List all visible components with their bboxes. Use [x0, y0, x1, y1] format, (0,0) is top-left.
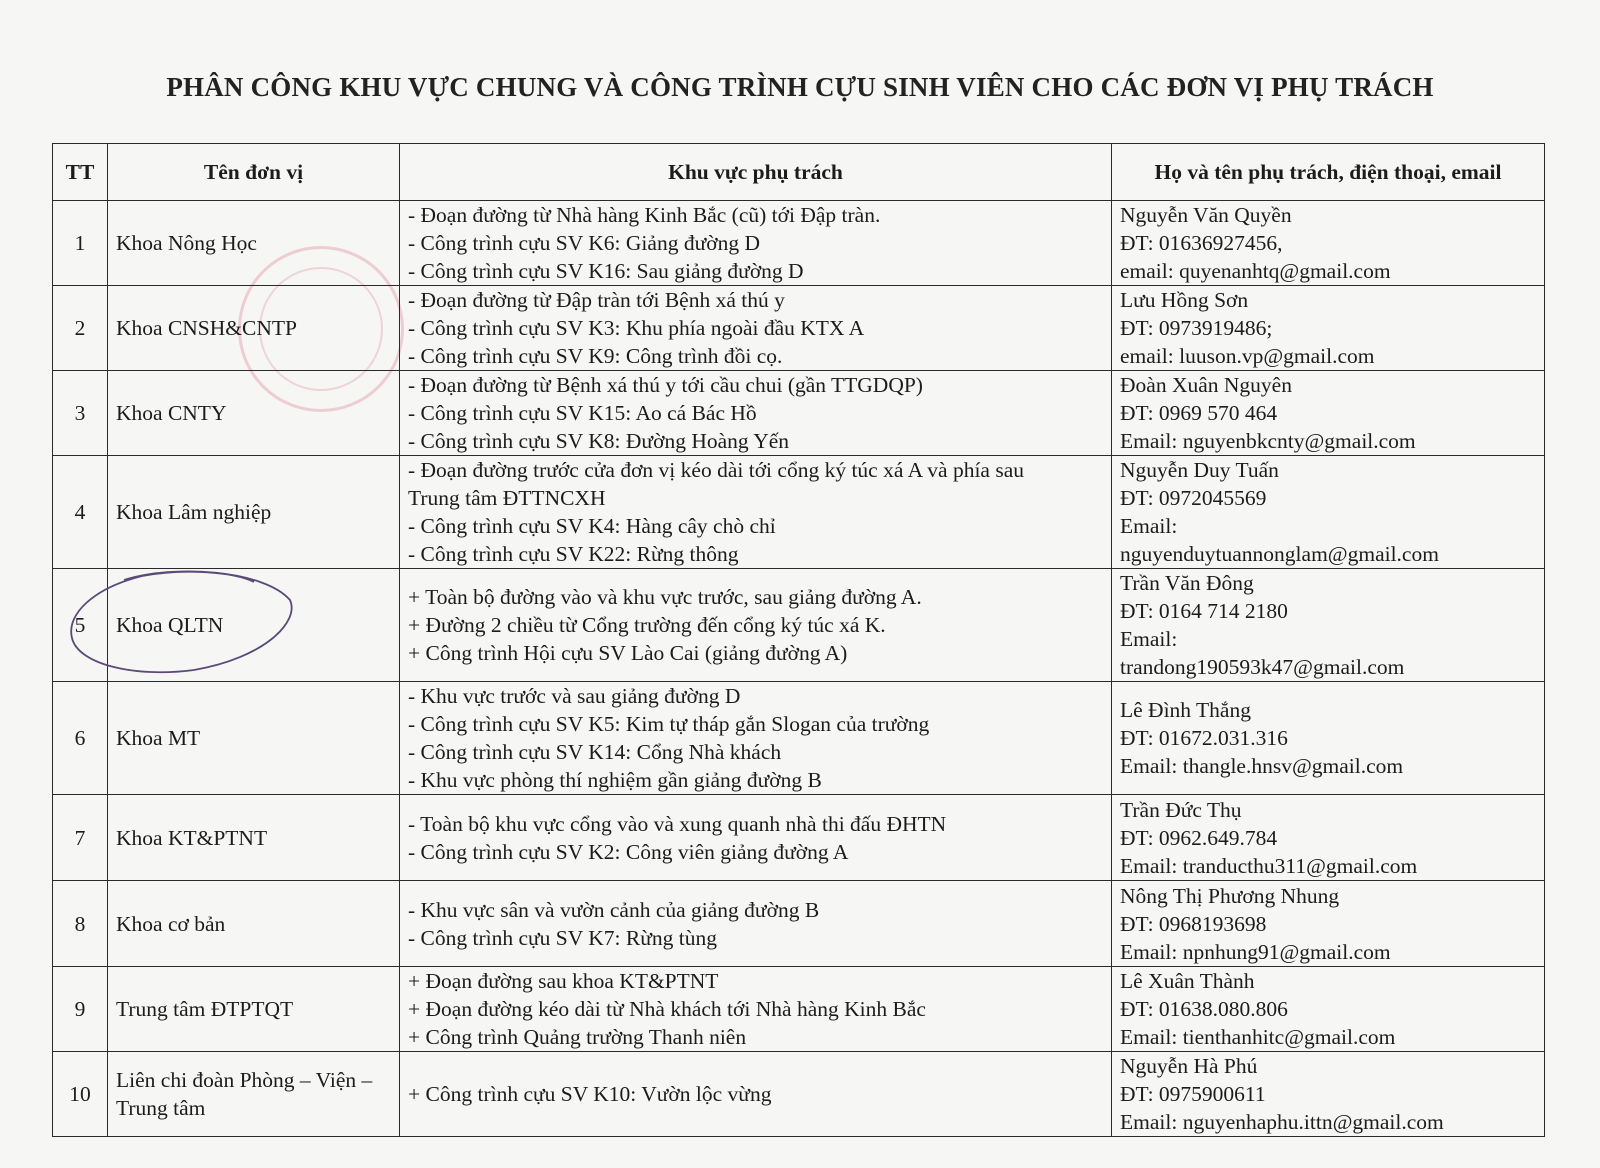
area-line: - Công trình cựu SV K22: Rừng thông: [408, 542, 739, 566]
contact-line: Email: nguyenhaphu.ittn@gmail.com: [1120, 1110, 1444, 1134]
area-cell: [400, 456, 1112, 569]
area-line: - Công trình cựu SV K16: Sau giảng đường D: [408, 259, 804, 283]
row-number: 10: [53, 1052, 108, 1137]
table-row: [53, 967, 1545, 1052]
area-line: + Toàn bộ đường vào và khu vực trước, sau giảng đường A.: [408, 585, 922, 609]
unit-name: Khoa cơ bản: [108, 881, 400, 967]
contact-cell: [1112, 286, 1545, 371]
row-number: 6: [53, 682, 108, 795]
area-cell: [400, 201, 1112, 286]
area-cell: [400, 1052, 1112, 1137]
unit-name: Khoa Lâm nghiệp: [108, 456, 400, 569]
area-cell: [400, 569, 1112, 682]
area-cell: [400, 286, 1112, 371]
contact-name: Lê Đình Thắng: [1120, 698, 1251, 722]
unit-name: Liên chi đoàn Phòng – Viện – Trung tâm: [108, 1052, 400, 1137]
unit-name: Khoa QLTN: [108, 569, 400, 682]
row-number: 2: [53, 286, 108, 371]
table-row: [53, 201, 1545, 286]
area-cell: [400, 881, 1112, 967]
contact-line: ĐT: 01638.080.806: [1120, 997, 1288, 1021]
area-line: + Công trình cựu SV K10: Vườn lộc vừng: [408, 1082, 772, 1106]
contact-line: trandong190593k47@gmail.com: [1120, 655, 1405, 679]
assignment-table: [52, 143, 1545, 1137]
area-line: - Công trình cựu SV K9: Công trình đồi cọ.: [408, 344, 783, 368]
area-line: - Công trình cựu SV K15: Ao cá Bác Hồ: [408, 401, 757, 425]
table-row: [53, 682, 1545, 795]
contact-name: Trần Văn Đông: [1120, 571, 1254, 595]
contact-name: Nguyễn Văn Quyền: [1120, 203, 1292, 227]
area-line: - Công trình cựu SV K2: Công viên giảng đường A: [408, 839, 849, 864]
contact-name: Nguyễn Duy Tuấn: [1120, 458, 1279, 482]
contact-line: email: luuson.vp@gmail.com: [1120, 344, 1375, 368]
area-line: + Công trình Quảng trường Thanh niên: [408, 1025, 747, 1049]
area-cell: [400, 371, 1112, 456]
area-cell: [400, 682, 1112, 795]
header-tt: TT: [53, 144, 108, 201]
contact-line: ĐT: 0969 570 464: [1120, 401, 1278, 425]
contact-cell: [1112, 569, 1545, 682]
contact-name: Nguyễn Hà Phú: [1120, 1054, 1258, 1078]
unit-name: Khoa KT&PTNT: [108, 795, 400, 881]
contact-line: ĐT: 01636927456,: [1120, 231, 1283, 255]
unit-name: Khoa CNSH&CNTP: [108, 286, 400, 371]
contact-line: Email: npnhung91@gmail.com: [1120, 939, 1391, 964]
unit-name: Khoa CNTY: [108, 371, 400, 456]
contact-line: Email: tienthanhitc@gmail.com: [1120, 1025, 1396, 1049]
contact-name: Lê Xuân Thành: [1120, 969, 1255, 993]
contact-line: nguyenduytuannonglam@gmail.com: [1120, 542, 1439, 566]
table-row: [53, 795, 1545, 881]
contact-cell: [1112, 456, 1545, 569]
header-area: Khu vực phụ trách: [400, 144, 1112, 201]
contact-line: ĐT: 01672.031.316: [1120, 726, 1288, 750]
contact-cell: [1112, 201, 1545, 286]
contact-cell: [1112, 795, 1545, 881]
area-line: - Khu vực sân và vườn cảnh của giảng đường B: [408, 897, 820, 922]
unit-name: Trung tâm ĐTPTQT: [108, 967, 400, 1052]
contact-cell: [1112, 967, 1545, 1052]
area-line: - Công trình cựu SV K6: Giảng đường D: [408, 231, 760, 255]
area-line: - Công trình cựu SV K7: Rừng tùng: [408, 925, 717, 950]
row-number: 8: [53, 881, 108, 967]
table-row: [53, 881, 1545, 967]
contact-line: Email: nguyenbkcnty@gmail.com: [1120, 429, 1416, 453]
area-line: + Công trình Hội cựu SV Lào Cai (giảng đường A): [408, 641, 848, 665]
contact-line: ĐT: 0962.649.784: [1120, 825, 1278, 850]
area-cell: [400, 795, 1112, 881]
contact-line: ĐT: 0973919486;: [1120, 316, 1273, 340]
row-number: 1: [53, 201, 108, 286]
contact-line: Email:: [1120, 627, 1178, 651]
contact-line: email: quyenanhtq@gmail.com: [1120, 259, 1391, 283]
contact-line: ĐT: 0164 714 2180: [1120, 599, 1288, 623]
area-line: - Công trình cựu SV K3: Khu phía ngoài đầu KTX A: [408, 316, 865, 340]
row-number: 7: [53, 795, 108, 881]
area-line: + Đoạn đường sau khoa KT&PTNT: [408, 969, 719, 993]
area-cell: [400, 967, 1112, 1052]
area-line: - Khu vực phòng thí nghiệm gần giảng đường B: [408, 768, 822, 792]
contact-cell: [1112, 1052, 1545, 1137]
area-line: - Đoạn đường từ Nhà hàng Kinh Bắc (cũ) tới Đập tràn.: [408, 203, 881, 227]
table-row: [53, 456, 1545, 569]
unit-name: Khoa Nông Học: [108, 201, 400, 286]
contact-line: ĐT: 0972045569: [1120, 486, 1267, 510]
table-row: [53, 1052, 1545, 1137]
header-unit: Tên đơn vị: [108, 144, 400, 201]
contact-cell: [1112, 682, 1545, 795]
contact-line: Email:: [1120, 514, 1178, 538]
table-row: [53, 569, 1545, 682]
area-line: - Công trình cựu SV K4: Hàng cây chò chỉ: [408, 514, 776, 538]
table-row: [53, 371, 1545, 456]
row-number: 4: [53, 456, 108, 569]
row-number: 5: [53, 569, 108, 682]
area-line: - Công trình cựu SV K8: Đường Hoàng Yến: [408, 429, 790, 453]
row-number: 3: [53, 371, 108, 456]
contact-line: ĐT: 0968193698: [1120, 911, 1267, 936]
area-line: + Đường 2 chiều từ Cổng trường đến cổng ký túc xá K.: [408, 613, 886, 637]
contact-cell: [1112, 881, 1545, 967]
contact-name: Trần Đức Thụ: [1120, 797, 1242, 822]
header-contact: Họ và tên phụ trách, điện thoại, email: [1112, 144, 1545, 201]
area-line: - Đoạn đường từ Đập tràn tới Bệnh xá thú y: [408, 288, 785, 312]
contact-name: Nông Thị Phương Nhung: [1120, 883, 1340, 908]
page-title: PHÂN CÔNG KHU VỰC CHUNG VÀ CÔNG TRÌNH CỰU SINH VIÊN CHO CÁC ĐƠN VỊ PHỤ TRÁCH: [166, 72, 1434, 102]
area-line: - Khu vực trước và sau giảng đường D: [408, 684, 741, 708]
contact-name: Lưu Hồng Sơn: [1120, 288, 1249, 312]
contact-line: Email: tranducthu311@gmail.com: [1120, 853, 1418, 878]
area-line: - Đoạn đường trước cửa đơn vị kéo dài tới cổng ký túc xá A và phía sau: [408, 458, 1025, 482]
table-header-row: [53, 144, 1545, 201]
row-number: 9: [53, 967, 108, 1052]
contact-line: Email: thangle.hnsv@gmail.com: [1120, 754, 1404, 778]
table-row: [53, 286, 1545, 371]
area-line: Trung tâm ĐTTNCXH: [408, 486, 606, 510]
area-line: - Công trình cựu SV K5: Kim tự tháp gắn Slogan của trường: [408, 712, 930, 736]
unit-name: Khoa MT: [108, 682, 400, 795]
area-line: - Đoạn đường từ Bệnh xá thú y tới cầu chui (gần TTGDQP): [408, 373, 923, 397]
contact-line: ĐT: 0975900611: [1120, 1082, 1266, 1106]
contact-cell: [1112, 371, 1545, 456]
table-body: [53, 201, 1545, 1137]
area-line: - Toàn bộ khu vực cổng vào và xung quanh nhà thi đấu ĐHTN: [408, 811, 947, 836]
contact-name: Đoàn Xuân Nguyên: [1120, 373, 1292, 397]
area-line: - Công trình cựu SV K14: Cổng Nhà khách: [408, 740, 782, 764]
area-line: + Đoạn đường kéo dài từ Nhà khách tới Nhà hàng Kinh Bắc: [408, 997, 926, 1021]
